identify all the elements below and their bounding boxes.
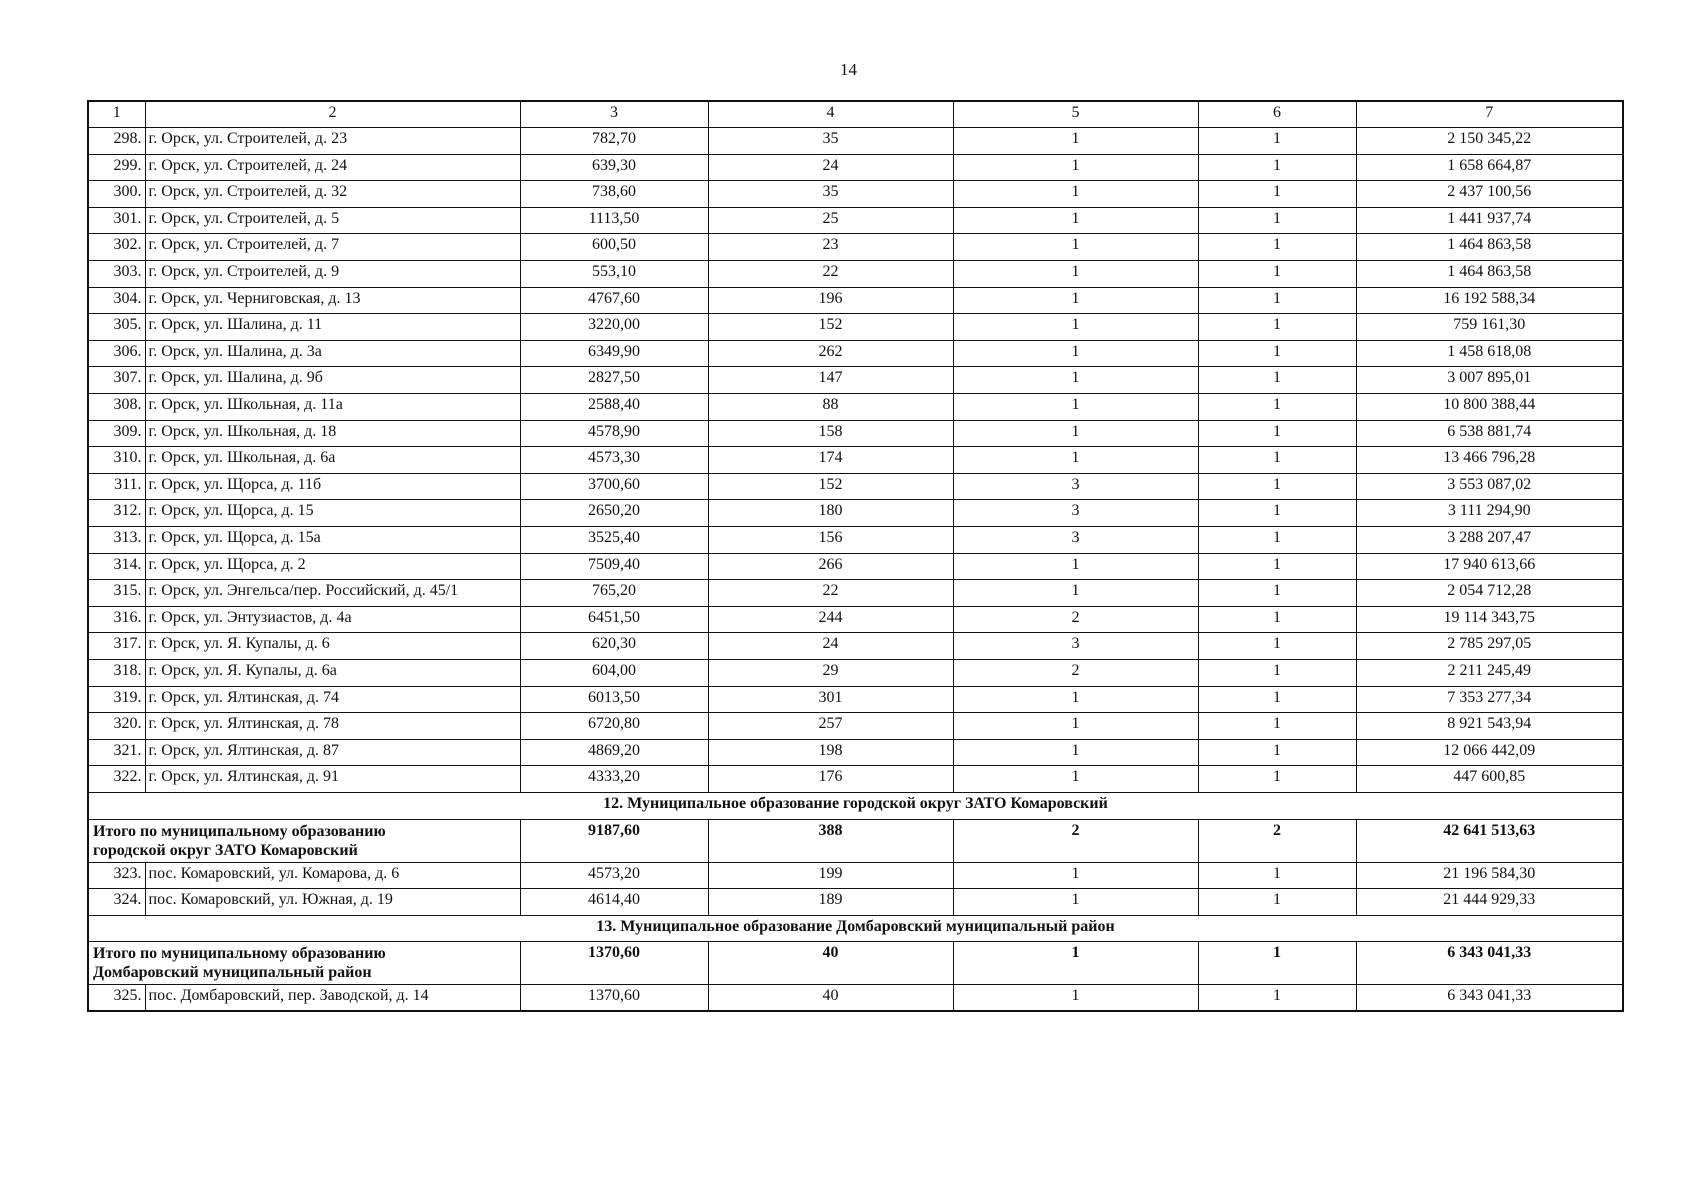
count-b-value: 1 [1198, 473, 1356, 500]
area-value: 553,10 [520, 261, 708, 288]
count-a-value: 1 [953, 686, 1198, 713]
area-value: 4869,20 [520, 739, 708, 766]
header-cell: 4 [708, 101, 953, 128]
cost-value: 3 553 087,02 [1356, 473, 1623, 500]
table-row [88, 154, 1623, 181]
residents-value: 198 [708, 739, 953, 766]
address: г. Орск, ул. Щорса, д. 11б [145, 473, 520, 500]
header-cell: 6 [1198, 101, 1356, 128]
table-row [88, 985, 1623, 1012]
address: г. Орск, ул. Шалина, д. 9б [145, 367, 520, 394]
address: г. Орск, ул. Ялтинская, д. 78 [145, 713, 520, 740]
residents-value: 40 [708, 985, 953, 1012]
cost-value: 3 111 294,90 [1356, 500, 1623, 527]
total-area-value: 1370,60 [520, 942, 708, 985]
row-number: 299. [88, 154, 145, 181]
count-a-value: 1 [953, 713, 1198, 740]
area-value: 6013,50 [520, 686, 708, 713]
table-row [88, 314, 1623, 341]
section-heading-row [88, 792, 1623, 819]
address: г. Орск, ул. Строителей, д. 9 [145, 261, 520, 288]
table-row [88, 473, 1623, 500]
count-a-value: 3 [953, 500, 1198, 527]
row-number: 307. [88, 367, 145, 394]
row-number: 310. [88, 447, 145, 474]
count-a-value: 1 [953, 128, 1198, 155]
total-count-b-value: 1 [1198, 942, 1356, 985]
cost-value: 2 437 100,56 [1356, 181, 1623, 208]
row-number: 322. [88, 766, 145, 793]
table-row [88, 261, 1623, 288]
count-a-value: 1 [953, 394, 1198, 421]
row-number: 300. [88, 181, 145, 208]
area-value: 604,00 [520, 659, 708, 686]
table-row [88, 287, 1623, 314]
count-a-value: 1 [953, 314, 1198, 341]
count-b-value: 1 [1198, 367, 1356, 394]
count-b-value: 1 [1198, 394, 1356, 421]
count-b-value: 1 [1198, 207, 1356, 234]
cost-value: 3 288 207,47 [1356, 527, 1623, 554]
address: г. Орск, ул. Ялтинская, д. 91 [145, 766, 520, 793]
count-b-value: 1 [1198, 686, 1356, 713]
residents-value: 180 [708, 500, 953, 527]
cost-value: 8 921 543,94 [1356, 713, 1623, 740]
count-a-value: 1 [953, 367, 1198, 394]
address: г. Орск, ул. Школьная, д. 6а [145, 447, 520, 474]
header-cell: 7 [1356, 101, 1623, 128]
total-residents-value: 388 [708, 819, 953, 862]
header-cell: 3 [520, 101, 708, 128]
count-a-value: 1 [953, 447, 1198, 474]
residents-value: 244 [708, 606, 953, 633]
address: пос. Комаровский, ул. Южная, д. 19 [145, 889, 520, 916]
table-row [88, 128, 1623, 155]
residents-value: 301 [708, 686, 953, 713]
address: г. Орск, ул. Я. Купалы, д. 6а [145, 659, 520, 686]
address: г. Орск, ул. Школьная, д. 18 [145, 420, 520, 447]
count-a-value: 1 [953, 287, 1198, 314]
count-b-value: 1 [1198, 287, 1356, 314]
column-number-header [88, 101, 1623, 128]
table-row [88, 181, 1623, 208]
residents-value: 147 [708, 367, 953, 394]
cost-value: 16 192 588,34 [1356, 287, 1623, 314]
total-count-b-value: 2 [1198, 819, 1356, 862]
count-a-value: 1 [953, 420, 1198, 447]
count-b-value: 1 [1198, 713, 1356, 740]
area-value: 6451,50 [520, 606, 708, 633]
area-value: 4573,30 [520, 447, 708, 474]
count-b-value: 1 [1198, 659, 1356, 686]
table-row [88, 580, 1623, 607]
table-row [88, 420, 1623, 447]
table-row [88, 686, 1623, 713]
cost-value: 7 353 277,34 [1356, 686, 1623, 713]
count-a-value: 1 [953, 862, 1198, 889]
address: г. Орск, ул. Строителей, д. 23 [145, 128, 520, 155]
residents-value: 152 [708, 473, 953, 500]
page-number: 14 [840, 60, 857, 79]
area-value: 620,30 [520, 633, 708, 660]
count-a-value: 3 [953, 473, 1198, 500]
row-number: 309. [88, 420, 145, 447]
count-a-value: 3 [953, 527, 1198, 554]
count-b-value: 1 [1198, 766, 1356, 793]
table-row [88, 739, 1623, 766]
row-number: 305. [88, 314, 145, 341]
residents-value: 24 [708, 154, 953, 181]
count-b-value: 1 [1198, 739, 1356, 766]
area-value: 4578,90 [520, 420, 708, 447]
table-row [88, 766, 1623, 793]
area-value: 782,70 [520, 128, 708, 155]
row-number: 304. [88, 287, 145, 314]
table-row [88, 207, 1623, 234]
cost-value: 3 007 895,01 [1356, 367, 1623, 394]
cost-value: 13 466 796,28 [1356, 447, 1623, 474]
address: г. Орск, ул. Строителей, д. 24 [145, 154, 520, 181]
count-b-value: 1 [1198, 154, 1356, 181]
area-value: 3220,00 [520, 314, 708, 341]
residents-value: 257 [708, 713, 953, 740]
header-cell: 2 [145, 101, 520, 128]
address: г. Орск, ул. Строителей, д. 7 [145, 234, 520, 261]
area-value: 6720,80 [520, 713, 708, 740]
row-number: 308. [88, 394, 145, 421]
residents-value: 35 [708, 181, 953, 208]
table-row [88, 889, 1623, 916]
count-b-value: 1 [1198, 606, 1356, 633]
total-label [88, 819, 520, 862]
row-number: 317. [88, 633, 145, 660]
count-a-value: 1 [953, 739, 1198, 766]
cost-value: 1 441 937,74 [1356, 207, 1623, 234]
table-row [88, 500, 1623, 527]
cost-value: 12 066 442,09 [1356, 739, 1623, 766]
row-number: 316. [88, 606, 145, 633]
count-a-value: 1 [953, 580, 1198, 607]
total-row [88, 819, 1623, 862]
cost-value: 2 054 712,28 [1356, 580, 1623, 607]
row-number: 311. [88, 473, 145, 500]
total-cost-value: 42 641 513,63 [1356, 819, 1623, 862]
count-b-value: 1 [1198, 181, 1356, 208]
address: г. Орск, ул. Черниговская, д. 13 [145, 287, 520, 314]
residents-value: 199 [708, 862, 953, 889]
count-a-value: 2 [953, 606, 1198, 633]
address: пос. Комаровский, ул. Комарова, д. 6 [145, 862, 520, 889]
table-row [88, 659, 1623, 686]
area-value: 600,50 [520, 234, 708, 261]
address: г. Орск, ул. Щорса, д. 15 [145, 500, 520, 527]
area-value: 4614,40 [520, 889, 708, 916]
residents-value: 262 [708, 340, 953, 367]
residents-value: 88 [708, 394, 953, 421]
section-title: 13. Муниципальное образование Домбаровский муниципальный район [88, 915, 1623, 942]
header-cell: 5 [953, 101, 1198, 128]
count-a-value: 1 [953, 985, 1198, 1012]
total-label-line: Итого по муниципальному образованию [93, 945, 386, 963]
count-a-value: 2 [953, 659, 1198, 686]
address: г. Орск, ул. Школьная, д. 11а [145, 394, 520, 421]
residents-value: 152 [708, 314, 953, 341]
area-value: 3525,40 [520, 527, 708, 554]
area-value: 2588,40 [520, 394, 708, 421]
row-number: 320. [88, 713, 145, 740]
address: г. Орск, ул. Шалина, д. 11 [145, 314, 520, 341]
count-a-value: 1 [953, 181, 1198, 208]
row-number: 323. [88, 862, 145, 889]
address: г. Орск, ул. Энтузиастов, д. 4а [145, 606, 520, 633]
total-label-line: городской округ ЗАТО Комаровский [93, 841, 358, 859]
cost-value: 1 658 664,87 [1356, 154, 1623, 181]
total-row [88, 942, 1623, 985]
section-title: 12. Муниципальное образование городской округ ЗАТО Комаровский [88, 792, 1623, 819]
row-number: 318. [88, 659, 145, 686]
area-value: 2827,50 [520, 367, 708, 394]
residents-value: 22 [708, 261, 953, 288]
count-b-value: 1 [1198, 340, 1356, 367]
count-b-value: 1 [1198, 420, 1356, 447]
row-number: 321. [88, 739, 145, 766]
residents-value: 174 [708, 447, 953, 474]
row-number: 302. [88, 234, 145, 261]
cost-value: 759 161,30 [1356, 314, 1623, 341]
area-value: 1113,50 [520, 207, 708, 234]
count-b-value: 1 [1198, 527, 1356, 554]
count-a-value: 1 [953, 234, 1198, 261]
register-table [87, 100, 1624, 1012]
cost-value: 17 940 613,66 [1356, 553, 1623, 580]
table-row [88, 340, 1623, 367]
area-value: 765,20 [520, 580, 708, 607]
area-value: 7509,40 [520, 553, 708, 580]
cost-value: 1 464 863,58 [1356, 261, 1623, 288]
cost-value: 2 785 297,05 [1356, 633, 1623, 660]
total-label [88, 942, 520, 985]
total-cost-value: 6 343 041,33 [1356, 942, 1623, 985]
table-row [88, 527, 1623, 554]
residents-value: 35 [708, 128, 953, 155]
area-value: 6349,90 [520, 340, 708, 367]
table-row [88, 713, 1623, 740]
count-b-value: 1 [1198, 261, 1356, 288]
count-b-value: 1 [1198, 580, 1356, 607]
total-count-a-value: 1 [953, 942, 1198, 985]
table-row [88, 367, 1623, 394]
residents-value: 29 [708, 659, 953, 686]
table-row [88, 862, 1623, 889]
address: г. Орск, ул. Щорса, д. 15а [145, 527, 520, 554]
row-number: 303. [88, 261, 145, 288]
count-b-value: 1 [1198, 128, 1356, 155]
residents-value: 189 [708, 889, 953, 916]
residents-value: 156 [708, 527, 953, 554]
header-cell: 1 [88, 101, 145, 128]
address: г. Орск, ул. Строителей, д. 32 [145, 181, 520, 208]
total-residents-value: 40 [708, 942, 953, 985]
row-number: 301. [88, 207, 145, 234]
area-value: 1370,60 [520, 985, 708, 1012]
cost-value: 19 114 343,75 [1356, 606, 1623, 633]
residents-value: 158 [708, 420, 953, 447]
row-number: 306. [88, 340, 145, 367]
residents-value: 25 [708, 207, 953, 234]
count-a-value: 1 [953, 207, 1198, 234]
area-value: 2650,20 [520, 500, 708, 527]
cost-value: 10 800 388,44 [1356, 394, 1623, 421]
count-b-value: 1 [1198, 633, 1356, 660]
row-number: 314. [88, 553, 145, 580]
residents-value: 22 [708, 580, 953, 607]
area-value: 3700,60 [520, 473, 708, 500]
count-b-value: 1 [1198, 553, 1356, 580]
address: г. Орск, ул. Ялтинская, д. 74 [145, 686, 520, 713]
cost-value: 21 444 929,33 [1356, 889, 1623, 916]
count-b-value: 1 [1198, 234, 1356, 261]
count-b-value: 1 [1198, 314, 1356, 341]
count-b-value: 1 [1198, 447, 1356, 474]
count-a-value: 1 [953, 154, 1198, 181]
cost-value: 1 464 863,58 [1356, 234, 1623, 261]
count-b-value: 1 [1198, 985, 1356, 1012]
address: г. Орск, ул. Я. Купалы, д. 6 [145, 633, 520, 660]
cost-value: 6 343 041,33 [1356, 985, 1623, 1012]
row-number: 319. [88, 686, 145, 713]
row-number: 315. [88, 580, 145, 607]
area-value: 4573,20 [520, 862, 708, 889]
area-value: 4767,60 [520, 287, 708, 314]
address: г. Орск, ул. Энгельса/пер. Российский, д. 45/1 [145, 580, 520, 607]
table-row [88, 447, 1623, 474]
total-label-line: Итого по муниципальному образованию [93, 822, 386, 840]
table-row [88, 633, 1623, 660]
total-count-a-value: 2 [953, 819, 1198, 862]
section-heading-row [88, 915, 1623, 942]
area-value: 738,60 [520, 181, 708, 208]
address: г. Орск, ул. Строителей, д. 5 [145, 207, 520, 234]
address: пос. Домбаровский, пер. Заводской, д. 14 [145, 985, 520, 1012]
row-number: 324. [88, 889, 145, 916]
cost-value: 2 150 345,22 [1356, 128, 1623, 155]
count-a-value: 1 [953, 340, 1198, 367]
count-b-value: 1 [1198, 500, 1356, 527]
residents-value: 266 [708, 553, 953, 580]
cost-value: 6 538 881,74 [1356, 420, 1623, 447]
row-number: 312. [88, 500, 145, 527]
cost-value: 447 600,85 [1356, 766, 1623, 793]
cost-value: 2 211 245,49 [1356, 659, 1623, 686]
table-row [88, 553, 1623, 580]
table-row [88, 394, 1623, 421]
cost-value: 1 458 618,08 [1356, 340, 1623, 367]
row-number: 313. [88, 527, 145, 554]
count-a-value: 3 [953, 633, 1198, 660]
area-value: 639,30 [520, 154, 708, 181]
residents-value: 196 [708, 287, 953, 314]
count-b-value: 1 [1198, 862, 1356, 889]
table-row [88, 606, 1623, 633]
row-number: 325. [88, 985, 145, 1012]
count-a-value: 1 [953, 261, 1198, 288]
residents-value: 176 [708, 766, 953, 793]
row-number: 298. [88, 128, 145, 155]
cost-value: 21 196 584,30 [1356, 862, 1623, 889]
table-row [88, 234, 1623, 261]
area-value: 4333,20 [520, 766, 708, 793]
residents-value: 23 [708, 234, 953, 261]
residents-value: 24 [708, 633, 953, 660]
address: г. Орск, ул. Щорса, д. 2 [145, 553, 520, 580]
count-a-value: 1 [953, 766, 1198, 793]
total-label-line: Домбаровский муниципальный район [93, 964, 372, 982]
count-a-value: 1 [953, 889, 1198, 916]
address: г. Орск, ул. Шалина, д. 3а [145, 340, 520, 367]
count-a-value: 1 [953, 553, 1198, 580]
address: г. Орск, ул. Ялтинская, д. 87 [145, 739, 520, 766]
count-b-value: 1 [1198, 889, 1356, 916]
total-area-value: 9187,60 [520, 819, 708, 862]
